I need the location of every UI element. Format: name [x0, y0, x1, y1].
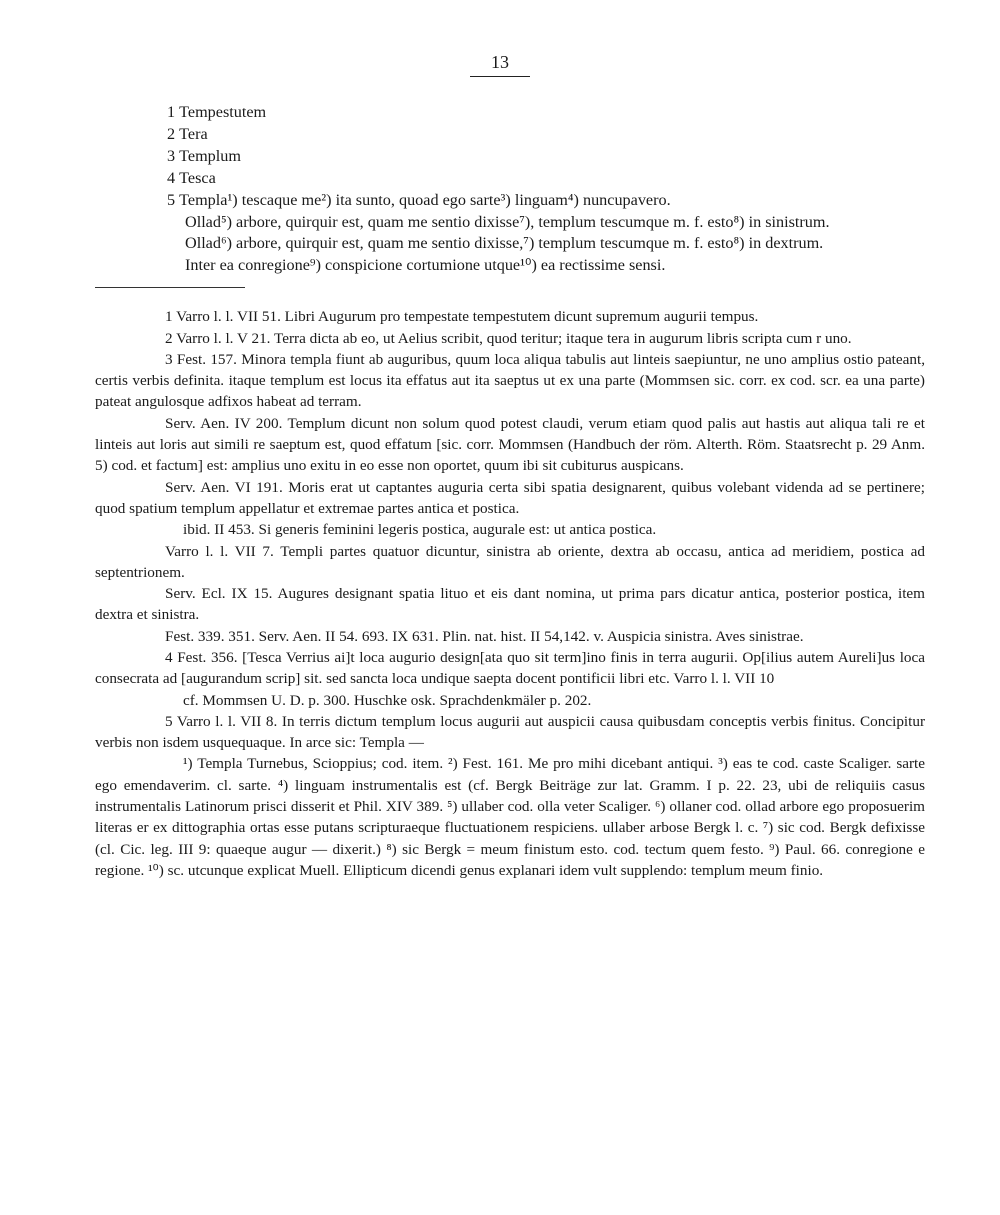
note-paragraph: cf. Mommsen U. D. p. 300. Huschke osk. Sprachdenkmäler p. 202. [183, 691, 592, 709]
note-paragraph: 5 Varro l. l. VII 8. In terris dictum templum locus augurii aut auspicii causa quibusdam conceptis verbis finitus. Concipitur verbis non isdem usquequaque. In arce sic: Templa — [95, 712, 925, 752]
formula-line [95, 255, 925, 277]
line-text: Ollad⁵) arbore, quirquir est, quam me sentio dixisse⁷), templum tescumque m. f. esto⁸) in sinistrum. [185, 212, 830, 231]
line-text: Templum [179, 146, 241, 165]
formula-line [95, 168, 925, 190]
line-text: Inter ea conregione⁹) conspicione cortumione utque¹⁰) ea rectissime sensi. [185, 256, 666, 275]
note-paragraph: 2 Varro l. l. V 21. Terra dicta ab eo, ut Aelius scribit, quod teritur; itaque tera in augurum libris scripta cum r uno. [165, 329, 852, 347]
note-paragraph: Serv. Ecl. IX 15. Augures designant spatia lituo et eis dant nomina, ut prima pars dicatur antica, posterior postica, item dextra et sinistra. [95, 585, 925, 624]
note-paragraph: Serv. Aen. VI 191. Moris erat ut captantes auguria certa sibi spatia designarent, quibus volebant videnda ad se pertinere; quod spatium templum appellatur et extremae partes antica et postica. [95, 478, 925, 517]
note-paragraph: Fest. 339. 351. Serv. Aen. II 54. 693. IX 631. Plin. nat. hist. II 54,142. v. Auspicia sinistra. Aves sinistrae. [165, 627, 804, 645]
line-text: Ollad⁶) arbore, quirquir est, quam me sentio dixisse,⁷) templum tescumque m. f. esto⁸) in dextrum. [185, 234, 824, 253]
formula-lines [95, 102, 925, 277]
formula-line [95, 212, 925, 234]
note-paragraph: ibid. II 453. Si generis feminini legeris postica, augurale est: ut antica postica. [183, 521, 657, 539]
formula-line [95, 190, 925, 212]
line-text: Templa¹) tescaque me²) ita sunto, quoad ego sarte³) linguam⁴) nuncupavero. [179, 190, 671, 209]
line-number: 5 [167, 190, 176, 209]
formula-line [95, 102, 925, 124]
line-number: 2 [167, 124, 176, 143]
formula-line [95, 233, 925, 255]
separator-rule [95, 287, 245, 288]
note-paragraph: Varro l. l. VII 7. Templi partes quatuor dicuntur, sinistra ab oriente, dextra ab occasu, antica ad meridiem, postica ad septentrionem. [95, 542, 925, 581]
page-number: 13 [470, 52, 530, 77]
formula-line [95, 124, 925, 146]
line-text: Tera [179, 124, 208, 143]
page-text [95, 102, 925, 881]
footnotes: ¹) Templa Turnebus, Scioppius; cod. item. ²) Fest. 161. Me pro mihi dicebant antiqui. ³) eas te cod. caste Scaliger. sarte ego emendaverim. cl. sarte. ⁴) linguam instrumentalis est (cf. Bergk Beiträge zur lat. Gramm. I p. 22. 23, ubi de reliquiis casus instrumentalis Latinorum prisci disserit et Phil. XIV 389. ⁵) ullaber cod. olla veter Scaliger. ⁶) ollaner cod. ollad arbore ego proposuerim literas er ex dittographia ortas esse putans scripturaeque fluctuationem respiciens. ullaber arbose Bergk l. c. ⁷) sic cod. Bergk defixisse (cl. Cic. leg. III 9: quaeque augur — dixerit.) ⁸) sic Bergk = meum finistum esto. cod. tectum quem festo. ⁹) Paul. 66. conregione e regione. ¹⁰) sc. utcunque explicat Muell. Ellipticum dicendi genus explanari idem vult supplendo: templum meum finio. [95, 755, 925, 879]
note-paragraph: 3 Fest. 157. Minora templa fiunt ab auguribus, quum loca aliqua tabulis aut linteis saepiuntur, ne uno amplius ostio pateant, certis verbis definita. itaque templum est locus ita effatus aut ita saeptus ut ex una parte (Mommsen sic. corr. ex cod. scr. ea una parte) pateat angulosque adfixos habeat ad terram. [95, 350, 925, 411]
line-number: 1 [167, 103, 176, 121]
note-paragraph: Serv. Aen. IV 200. Templum dicunt non solum quod potest claudi, verum etiam quod palis aut hastis aut aliqua tali re et linteis aut loris aut simili re saeptum est, quod effatum [sic. corr. Mommsen (Handbuch der röm. Alterth. Röm. Staatsrecht p. 29 Anm. 5) cod. et factum] est: amplius uno exitu in eo esse non oportet, quum ibi sit cubiturus auspicans. [95, 414, 925, 475]
line-number: 4 [167, 168, 176, 187]
note-paragraph: 4 Fest. 356. [Tesca Verrius ai]t loca augurio design[ata quo sit term]ino finis in terra augurii. Op[ilius autem Aureli]us loca consecrata ad [augurandum scrip] sit. sed sancta loca undique saepta docent pontificii libri etc. Varro l. l. VII 10 [95, 649, 925, 688]
formula-line [95, 146, 925, 168]
line-number: 3 [167, 146, 176, 165]
commentary [95, 306, 925, 881]
note-paragraph: 1 Varro l. l. VII 51. Libri Augurum pro tempestate tempestutem dicunt supremum augurii tempus. [165, 308, 759, 326]
line-text: Tesca [179, 168, 216, 187]
line-text: Tempestutem [179, 103, 267, 121]
